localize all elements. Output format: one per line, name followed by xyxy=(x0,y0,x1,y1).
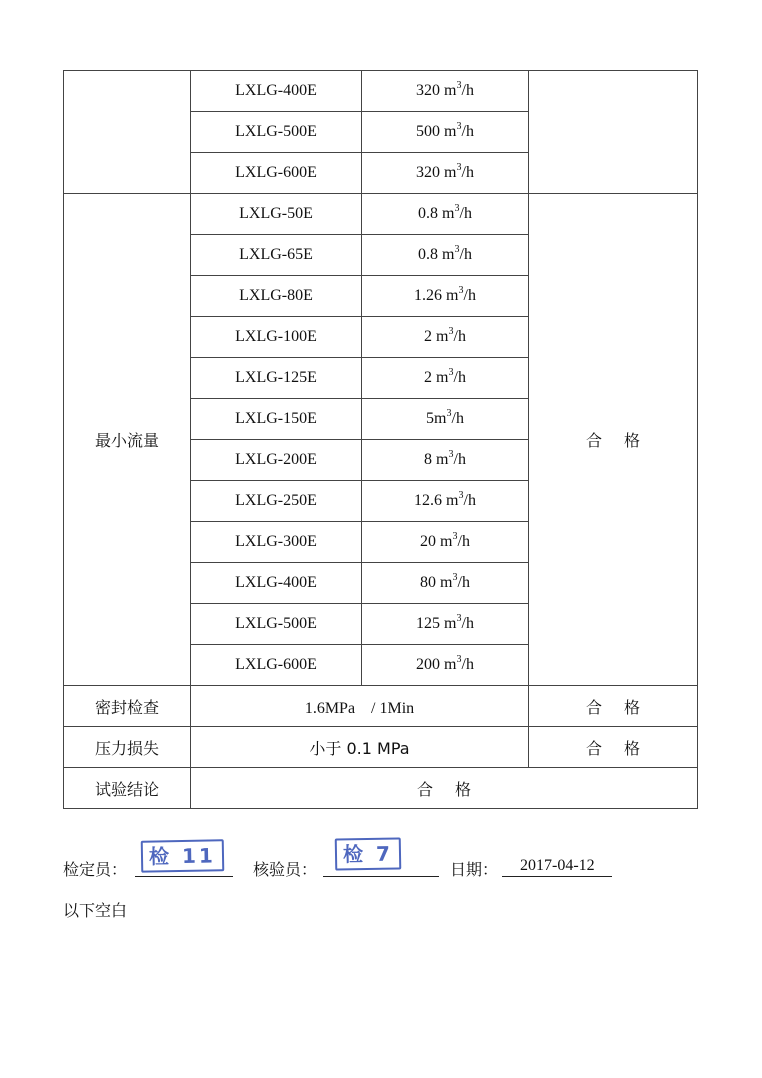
model-cell: LXLG-200E xyxy=(191,440,362,481)
flow-cell: 320 $m^3/h$ xyxy=(362,153,529,194)
continued-result-cell xyxy=(529,71,698,194)
pressure-loss-label: 压力损失 xyxy=(64,727,191,768)
conclusion-label: 试验结论 xyxy=(64,768,191,809)
continued-label-cell xyxy=(64,71,191,194)
table-row xyxy=(64,768,698,809)
inspector-label: 检定员： xyxy=(63,860,128,879)
flow-cell: $5m^3/h$ xyxy=(362,399,529,440)
flow-cell: 20 $m^3/h$ xyxy=(362,522,529,563)
model-cell: LXLG-50E xyxy=(191,194,362,235)
inspector-stamp: 检 11 xyxy=(141,839,224,872)
model-cell: LXLG-300E xyxy=(191,522,362,563)
verifier-stamp: 检 7 xyxy=(335,837,401,870)
model-cell: LXLG-500E xyxy=(191,112,362,153)
model-cell: LXLG-600E xyxy=(191,645,362,686)
inspector-signature-line xyxy=(135,876,233,877)
flow-cell: 320 $m^3/h$ xyxy=(362,71,529,112)
flow-cell: 200 $m^3/h$ xyxy=(362,645,529,686)
inspection-table-body xyxy=(64,71,698,809)
pressure-loss-result: 合 格 xyxy=(529,727,698,768)
model-cell: LXLG-600E xyxy=(191,153,362,194)
flow-cell: 2 $m^3/h$ xyxy=(362,358,529,399)
model-cell: LXLG-400E xyxy=(191,563,362,604)
date-value: 2017-04-12 xyxy=(520,857,595,874)
flow-cell: 0.8 $m^3/h$ xyxy=(362,194,529,235)
min-flow-label: 最小流量 xyxy=(64,194,191,686)
inspection-table xyxy=(63,70,698,809)
flow-cell: 12.6 $m^3/h$ xyxy=(362,481,529,522)
flow-cell: 2 $m^3/h$ xyxy=(362,317,529,358)
flow-cell: 8 $m^3/h$ xyxy=(362,440,529,481)
seal-check-result: 合 格 xyxy=(529,686,698,727)
flow-cell: 125 $m^3/h$ xyxy=(362,604,529,645)
model-cell: LXLG-125E xyxy=(191,358,362,399)
flow-cell: 1.26 $m^3/h$ xyxy=(362,276,529,317)
verifier-label: 核验员： xyxy=(253,860,318,879)
pressure-loss-value: 小于 0.1 MPa xyxy=(191,727,529,768)
conclusion-result: 合 格 xyxy=(191,768,698,809)
model-cell: LXLG-250E xyxy=(191,481,362,522)
model-cell: LXLG-65E xyxy=(191,235,362,276)
model-cell: LXLG-150E xyxy=(191,399,362,440)
seal-check-value: 1.6MPa / 1Min xyxy=(191,686,529,727)
model-cell: LXLG-500E xyxy=(191,604,362,645)
date-line xyxy=(502,876,612,877)
model-cell: LXLG-100E xyxy=(191,317,362,358)
date-label: 日期： xyxy=(450,860,499,879)
flow-cell: 80 $m^3/h$ xyxy=(362,563,529,604)
model-cell: LXLG-400E xyxy=(191,71,362,112)
table-row xyxy=(64,71,698,112)
blank-below-note: 以下空白 xyxy=(63,901,128,920)
table-row xyxy=(64,727,698,768)
verifier-signature-line xyxy=(323,876,439,877)
min-flow-result: 合 格 xyxy=(529,194,698,686)
flow-cell: 500 $m^3/h$ xyxy=(362,112,529,153)
table-row xyxy=(64,686,698,727)
model-cell: LXLG-80E xyxy=(191,276,362,317)
flow-cell: 0.8 $m^3/h$ xyxy=(362,235,529,276)
signature-footer xyxy=(63,840,703,880)
table-row xyxy=(64,194,698,235)
seal-check-label: 密封检查 xyxy=(64,686,191,727)
